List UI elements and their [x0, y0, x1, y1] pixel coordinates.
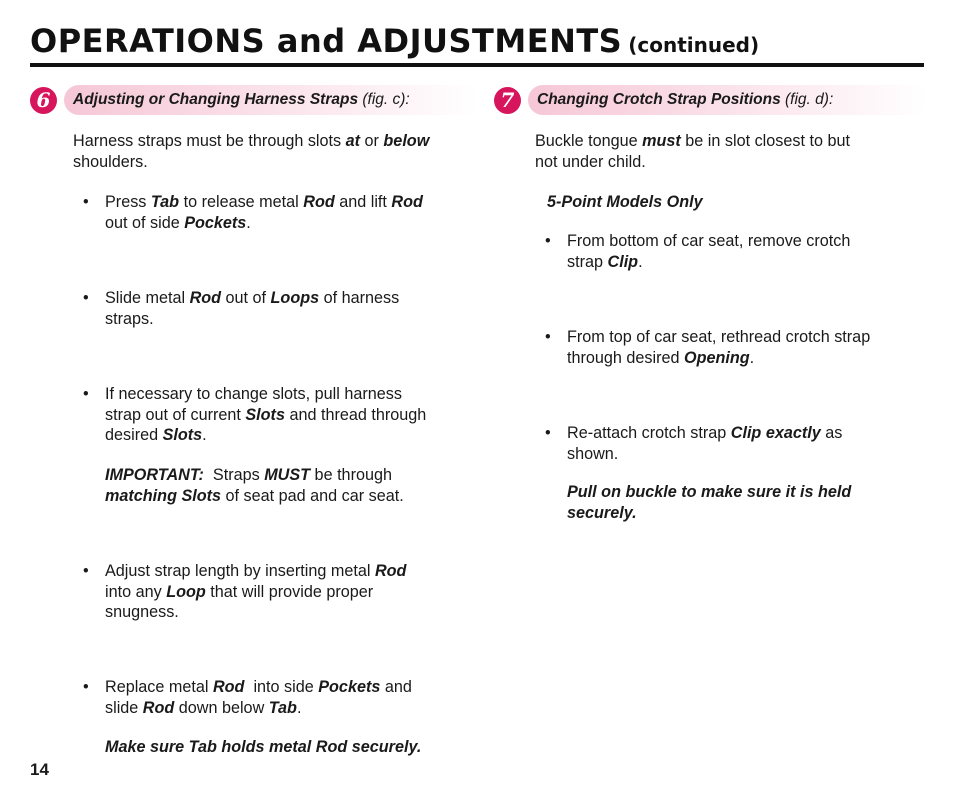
section-7-title: Changing Crotch Strap Positions	[537, 91, 781, 108]
list-item: • Replace metal Rod into side Pockets and slide Rod down below Tab.	[83, 678, 412, 717]
title-rule	[30, 63, 924, 67]
list-item: • Adjust strap length by inserting metal Rod into any Loop that will provide proper snugness.	[83, 562, 407, 621]
title-main: OPERATIONS and ADJUSTMENTS	[30, 22, 623, 60]
bullet: •	[83, 562, 89, 580]
bullet: •	[545, 328, 551, 346]
bullet: •	[83, 193, 89, 211]
bullet: •	[83, 678, 89, 696]
section-7-note: Pull on buckle to make sure it is held securely.	[567, 483, 852, 522]
bullet: •	[545, 424, 551, 442]
section-7-fig-ref: (fig. d):	[785, 91, 834, 108]
bullet: •	[83, 289, 89, 307]
step-7-badge: 7	[494, 87, 521, 114]
section-6-heading	[64, 85, 478, 115]
list-item: • Press Tab to release metal Rod and lift Rod out of side Pockets.	[83, 193, 423, 232]
list-item: • From top of car seat, rethread crotch strap through desired Opening.	[545, 328, 871, 367]
step-6-badge: 6	[30, 87, 57, 114]
section-7-heading	[528, 85, 927, 115]
list-item: • If necessary to change slots, pull harness strap out of current Slots and thread through desired Slots.	[83, 385, 427, 444]
title-subtitle: (continued)	[628, 33, 760, 57]
list-item: • Slide metal Rod out of Loops of harness straps.	[83, 289, 400, 328]
section-6-note: Make sure Tab holds metal Rod securely.	[105, 738, 422, 756]
page-number: 14	[30, 760, 49, 779]
bullet: •	[545, 232, 551, 250]
section-6-title: Adjusting or Changing Harness Straps	[73, 91, 359, 108]
bullet: •	[83, 385, 89, 403]
page-title	[30, 22, 759, 60]
important-note: IMPORTANT: Straps MUST be through matching Slots of seat pad and car seat.	[105, 466, 404, 505]
list-item: • Re-attach crotch strap Clip exactly as shown.	[545, 424, 843, 463]
section-7-intro: Buckle tongue must be in slot closest to but not under child.	[535, 132, 850, 171]
section-6-intro: Harness straps must be through slots at or below shoulders.	[73, 132, 430, 171]
models-label: 5-Point Models Only	[547, 193, 703, 211]
list-item: • From bottom of car seat, remove crotch strap Clip.	[545, 232, 851, 271]
section-6-fig-ref: (fig. c):	[362, 91, 410, 108]
